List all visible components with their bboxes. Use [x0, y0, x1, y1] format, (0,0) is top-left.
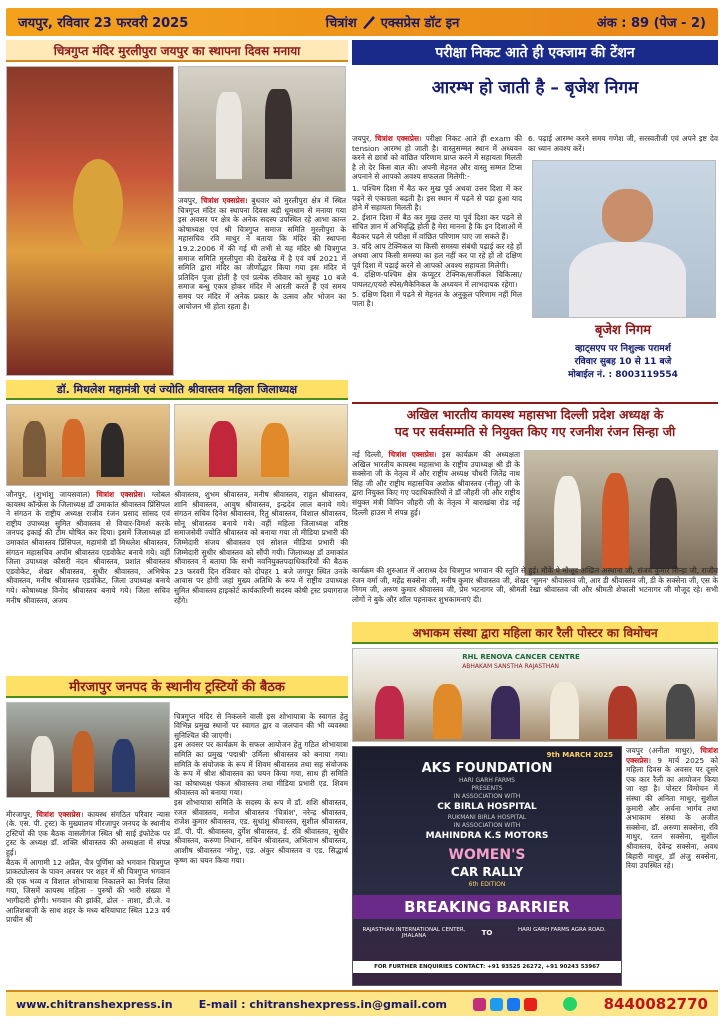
story5-body-left: मीरजापुर, चित्रांश एक्सप्रेस। कायस्थ संगठित परिवार न्यास (के. एस. पी. ट्रस्ट) के मुख्यालय मीरजापुर जनपद के स्थानीय ट्रस्टियों की एक बैठक वासलीगंज स्थित श्री साई इंफोटेक पर ट्रस्ट के अध्यक्ष डॉ. शक्ति श्रीवास्तव की अध्यक्षता में संपन्न हुई। बैठक में आगामी 12 अप्रैल, चैत्र पूर्णिमा को भगवान चित्रगुप्त प्राकट्योत्सव के पावन अवसर पर शहर में श्री चित्रगुप्त भगवान की एक भव्य व विशाल शोभायात्रा निकालने का निर्णय लिया गया, जिसमें कायस्थ महिला - पुरुषों की भारी संख्या में भागीदारी होगी। भगवान की झांकी, ढोल - ताशा, डी.जे. व आतिशबाजी के साथ शहर के मध्य बरियाघाट स्थित 123 वर्ष प्राचीन श्री	[6, 809, 170, 925]
youtube-icon[interactable]	[524, 998, 537, 1011]
brand-site: एक्सप्रेस डॉट इन	[380, 16, 460, 31]
story4-headline: अखिल भारतीय कायस्थ महासभा दिल्ली प्रदेश अध्यक्ष के पद पर सर्वसम्मति से नियुक्त किए गए रजनीश रंजन सिन्हा जी	[352, 402, 718, 446]
story3-body-right: श्रीवास्तव, शुभम श्रीवास्तव, मनीष श्रीवास्तव, राहुल श्रीवास्तव, शानि श्रीवास्तव, आयुष श्रीवास्तव, इन्द्रदेव लाल बनाये गये। संगठन सचिव दिनेश श्रीवास्तव, रितु श्रीवास्तव, विशाल श्रीवास्तव, सोनू श्रीवास्तव बनाये गये। वहीं महिला जिलाध्यक्ष वरिष्ठ समाजसेवी ज्योति श्रीवास्तव को बनाया गया तो मीडिया प्रभारी की जिम्मेदारी संजय श्रीवास्तव एवं सोशल मीडिया प्रभारी की जिम्मेदारी सुधीर श्रीवास्तव को सौंपी गयी। जिलाध्यक्ष डॉ उमाकांत श्रीवास्तव ने बताया कि सभी नवनियुक्तपदाधिकारियों की बैठक 23 फरवरी दिन रविवार को दोपहर 1 बजे जगपुर स्थित उनके आवास पर होगी जहां मुख्य अतिथि के रूप में राष्ट्रीय उपाध्यक्ष सुमित श्रीवास्तव हाइकोर्ट कार्यकारिणी सदस्य कोषी ट्रस्ट प्रयागराज रहेंगे।	[174, 490, 348, 605]
story4-photo	[524, 450, 718, 576]
instagram-icon[interactable]	[473, 998, 486, 1011]
whatsapp-icon	[563, 997, 577, 1011]
story6-photo: RHL RENOVA CANCER CENTRE ABHAKAM SANSTHA RAJASTHAN	[352, 648, 718, 742]
story1-headline-bar	[6, 40, 348, 62]
story1-photo-deity	[6, 66, 174, 376]
story5-headline-bar	[6, 676, 348, 698]
footer	[6, 990, 718, 1016]
story3-photo-women	[174, 404, 348, 486]
story3-headline: डॉ. मिथलेश महामंत्री एवं ज्योति श्रीवास्तव महिला जिलाध्यक्ष	[56, 382, 298, 396]
story3-photo-group	[6, 404, 170, 486]
masthead	[6, 8, 718, 36]
masthead-brand	[326, 13, 460, 31]
footer-phone[interactable]: 8440082770	[603, 995, 708, 1013]
masthead-issue: अंक : 89 (पेज - 2)	[596, 16, 706, 31]
brand-name: चित्रांश	[325, 16, 357, 31]
twitter-icon[interactable]	[490, 998, 503, 1011]
story6-headline-bar	[352, 622, 718, 644]
story5-headline: मीरजापुर जनपद के स्थानीय ट्रस्टियों की बैठक	[69, 680, 285, 695]
footer-email[interactable]: E-mail : chitranshexpress.in@gmail.com	[198, 997, 448, 1011]
profile-photo	[532, 160, 716, 318]
masthead-date: जयपुर, रविवार 23 फरवरी 2025	[18, 16, 189, 31]
story4-body-bottom: कार्यक्रम की शुरुआत में आराध्य देव चित्रगुप्त भगवान की स्तुति से हुई। मौके पे मौजूद अखिल अस्थाना जी, संजय कुमार सिन्हा जी, राजीव रंजन वर्मा जी, महेंद्र सक्सेना जी, मनीष कुमार श्रीवास्तव जी, शेखर 'सुमन' श्रीवास्तव जी, आर डी श्रीवास्तव जी, डी के सक्सेना जी, एस के निगम जी, अरुण कुमार श्रीवास्तव जी, प्रेम भटनागर जी, श्रीमती रेखा श्रीवास्तव जी और श्रीमती शेफाली भटनागर जी मौजूद रहे। सभी लोगों ने बुके और शॉल पहनाकर शुभकामनाएं दी।	[352, 566, 718, 604]
story1-photo-priests	[178, 66, 346, 192]
profile-card: बृजेश निगम व्हाट्सएप पर निशुल्क परामर्श रविवार सुबह 10 से 11 बजे मोबाईल नं. : 8003119554	[568, 323, 678, 380]
social-icons	[473, 998, 537, 1011]
story5-photo	[6, 702, 170, 798]
story6-headline: अभाकम संस्था द्वारा महिला कार रैली पोस्टर का विमोचन	[412, 625, 658, 640]
story2-body: जयपुर, चित्रांश एक्सप्रेस। परीक्षा निकट आते ही exam की tension आरम्भ हो जाती है। वास्तुसम्मत स्थान में अध्ययन करने से छात्रों को वांछित परिणाम प्राप्त करने में सहायता मिलती है तो देर किस बात की। अपनी मेहनत और वास्तु सम्मत टिप्स अपनाने से आपको अवश्य सफलता मिलेगी:- 1. पश्चिम दिशा में बैठ कर मुख पूर्व अथवा उत्तर दिशा में कर पढ़ने से एकाग्रता बढ़ती है। इस स्थान में पढ़ने से पढ़ा हुआ याद होने में सहायता मिलती है। 2. ईशान दिशा में बैठ कर मुख उत्तर या पूर्व दिशा कर पढ़ने से संचित ज्ञान में अभिवृद्धि होती है मेरा मानना है कि इन दिशाओं में बैठकर पढ़ने से परीक्षा में वांछित परिणाम पाए जा सकते हैं। 3. यदि आप टेक्निकल या किसी समस्या संबंधी पढ़ाई कर रहे हों अथवा आप किसी समस्या का हल नहीं कर पा रहे हों तो दक्षिण पूर्व दिशा में पढ़ाई करने से आपको अवश्य सहायता मिलेगी। 4. दक्षिण-पश्चिम क्षेत्र कंप्यूटर टेक्निक/सर्जीकल चिकित्सा/पायलट/एयरो स्पेस/मैकेनिकल के अध्ययन में लाभदायक रहेगा। 5. दक्षिण दिशा में पढ़ने से मेहनत के अनुकूल परिणाम नहीं मिल पाता है।	[352, 134, 522, 309]
rally-poster: 9th MARCH 2025 AKS FOUNDATION HARI GARH FARMS PRESENTS IN ASSOCIATION WITH CK BIRLA HOSPITAL RUKMANI BIRLA HOSPITAL IN ASSOCIATION WITH MAHINDRA K.S MOTORS WOMEN'S CAR RALLY 6th EDITION BREAKING BARRIER RAJASTHAN INTERNATIONAL CENTER, JHALANA TO HARI GARH FARMS AGRA ROAD. FOR FURTHER ENQUIRIES CONTACT: +91 93525 26272, +91 90243 53967	[352, 746, 622, 986]
story6-body: जयपुर (अनीता माथुर), चित्रांश एक्सप्रेस। 9 मार्च 2025 को महिला दिवस के अवसर पर दूसरे एक कार रैली का आयोजन किया जा रहा है। पोस्टर विमोचन में संस्था की अनिता माथुर, सुशील कुमारी और अर्चना भार्गव तथा अभाकाम संस्था के अजीत सक्सेना, डॉ. अरुणा सक्सेना, रवि माथुर, रतन सक्सेना, सुशील श्रीवास्तव, देवेन्द्र सक्सेना, अवध बिहारी माथुर, डॉ अंजु सक्सेना, रिया उपस्थित रहे।	[626, 746, 718, 871]
story3-body-left: जौनपुर, (शुभांशु जायसवाल) चित्रांश एक्सप्रेस। ग्लोबल कायस्थ कॉन्फ्रेंस के जिलाध्यक्ष डॉ उमाकांत श्रीवास्तव प्रिंसिपल ने संगठन के राष्ट्रीय अध्यक्ष राजीव रंजन प्रसाद सांसद एवं राष्ट्रीय उपाध्यक्ष सुमित श्रीवास्तव से विचार-विमर्श करके जनपद इकाई की टीम घोषित कर दिया। इसमें जिलाध्यक्ष डॉ उमाकांत श्रीवास्तव प्रिंसिपल, महामंत्री डॉ मिथलेश श्रीवास्तव, संगठन महासचिव अपॉम श्रीवास्तव एडवोकेट बनाये गये। वहीं जिला उपाध्यक्ष कौसरी नंदन श्रीवास्तव, प्रशांत श्रीवास्तव एडवोकेट, शेखर श्रीवास्तव, सुधीर श्रीवास्तव, अभिषेक श्रीवास्तव, मनीष श्रीवास्तव एडवोकेट, जिला उपाध्यक्ष बनाये गये। कोषाध्यक्ष विनोद श्रीवास्तव बनाये गये। जिला सचिव मनीष श्रीवास्तव, अजय	[6, 490, 170, 605]
footer-website[interactable]: www.chitranshexpress.in	[16, 997, 173, 1011]
story1-headline: चित्रगुप्त मंदिर मुरलीपुरा जयपुर का स्थापना दिवस मनाया	[53, 43, 301, 58]
quill-icon	[361, 14, 377, 30]
story2-headline: परीक्षा निकट आते ही एक्जाम की टेंशन आरम्भ हो जाती है – बृजेश निगम	[352, 40, 718, 130]
story3-headline-bar	[6, 380, 348, 400]
facebook-icon[interactable]	[507, 998, 520, 1011]
story2-tip-6: 6. पढ़ाई आरम्भ करने समय गणेश जी, सरस्वतीजी एवं अपने इष्ट देव का ध्यान अवश्य करें।	[528, 134, 718, 153]
story4-body-top: नई दिल्ली, चित्रांश एक्सप्रेस। इस कार्यक्रम की अध्यक्षता अखिल भारतीय कायस्थ महासभा के राष्ट्रीय उपाध्यक्ष श्री डी के सक्सेना जी के नेतृत्व में और राष्ट्रीय अध्यक्ष चौधरी जितेंद्र नाथ सिंह जी और राष्ट्रीय महासचिव अशोक श्रीवास्तव (नीलू) जी के द्वारा नियुक्त किए गए पदाधिकारियों ने डॉ जौहरी जी और राष्ट्रीय संयुक्त मंत्री विपिन जौहरी जी के नेतृत्व में बाराखंबा रोड नई दिल्ली हाउस में संपन्न हुई।	[352, 450, 520, 517]
story5-body-right: चित्रगुप्त मंदिर से निकलने वाली इस शोभायात्रा के स्वागत हेतु विभिन्न प्रमुख स्थानों पर स्वागत द्वार व जलपान की भी व्यवस्था सुनिश्चित की जाएगी। इस अवसर पर कार्यक्रम के सफल आयोजन हेतु गठित शोभायात्रा समिति का प्रमुख 'पद्मश्री' उर्मिला श्रीवास्तव को बनाया गया। समिति के संयोजक के रूप में शिवम श्रीवास्तव तथा सह संयोजक के रूप में श्रीश श्रीवास्तव का चयन किया गया, साथ ही समिति का कोषाध्यक्ष पंकज श्रीवास्तव तथा मीडिया प्रभारी एड. शिवम श्रीवास्तव को बनाया गया। इस शोभायात्रा समिति के सदस्य के रूप में डॉ. शशि श्रीवास्तव, रजत श्रीवास्तव, मनोज श्रीवास्तव 'चित्रांश', नरेन्द्र श्रीवास्तव, राजेश कुमार श्रीवास्तव, एड. सुधांशु श्रीवास्तव, सुशील श्रीवास्तव, डॉ. पी. पी. श्रीवास्तव, दुर्गेश श्रीवास्तव, ई. रवि श्रीवास्तव, सुधीर श्रीवास्तव, करुणा निधान, सचिन श्रीवास्तव, अभिताभ श्रीवास्तव, आशीष श्रीवास्तव 'मोनू', एड. अंकुर श्रीवास्तव व एड. सिद्धार्थ कृष्ण का चयन किया गया।	[174, 711, 348, 865]
profile-phone: 8003119554	[615, 370, 678, 380]
story1-body: जयपुर, चित्रांश एक्सप्रेस। बुधवार को मुरलीपुरा क्षेत्र में स्थित चित्रगुप्त मंदिर का स्थापना दिवस बड़ी धूमधाम से मनाया गया इस अवसर पर क्षेत्र के अनेक सदस्य उपस्थित रहे आभा कान्त कोषाध्यक्ष एवं श्री चित्रगुप्त समाज समिति मुरलीपुरा के महासचिव रवि माथुर ने बताया कि मंदिर की स्थापना 19.2.2006 में की गई थी तभी से यह मंदिर श्री चित्रगुप्त समाज समिति मुरलीपुरा की देखरेख में है एवं वर्ष 2021 में समिति द्वारा मंदिर का जीर्णोद्धार किया गया इस मंदिर में प्रतिदिन पूजा होती है एवं प्रत्येक रविवार को सुबह 10 बजे समाज बन्धु एकत्र होकर मंदिर में आरती करते हैं एवं समय समय पर मंदिर में अनेक प्रकार के उत्सव और भोजन का आयोजन भी होता रहता है।	[178, 196, 346, 311]
